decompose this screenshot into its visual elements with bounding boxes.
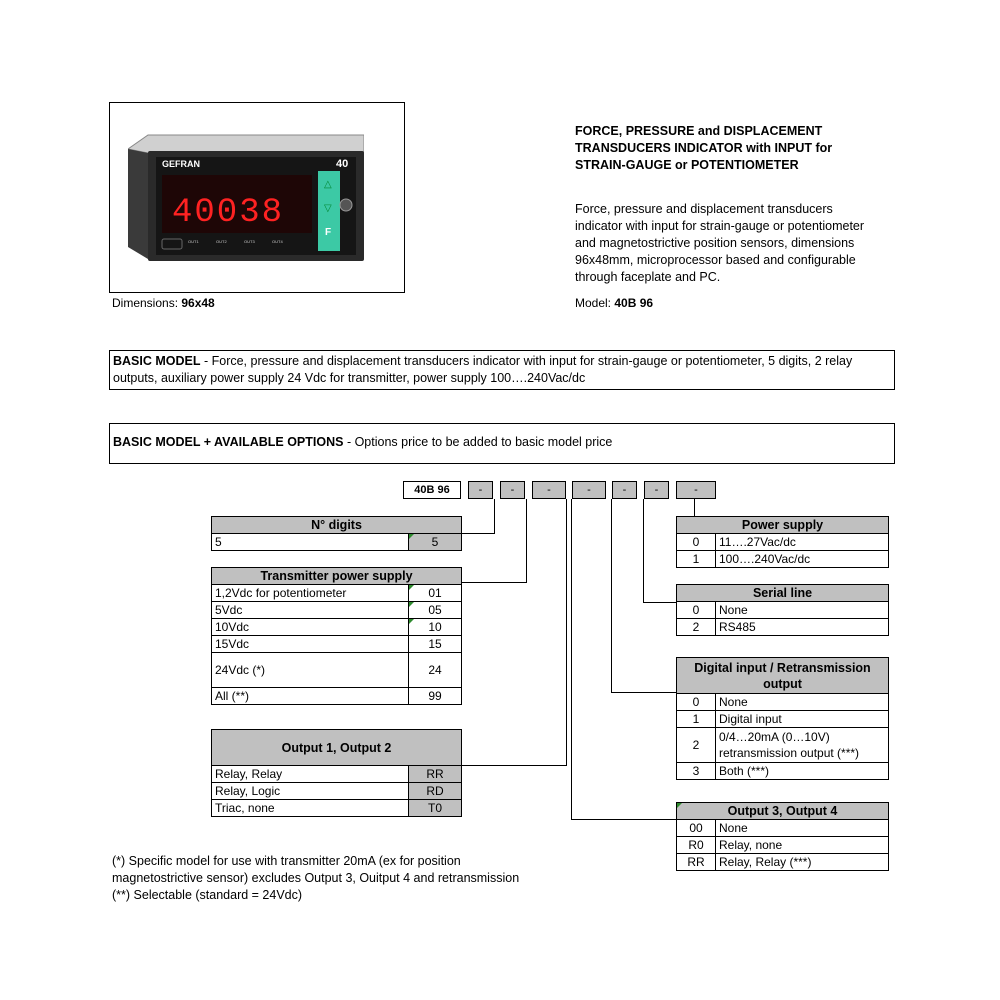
code-model-cell: 40B 96	[403, 481, 461, 499]
out2-label: OUT2	[216, 239, 227, 244]
transmitter-header: Transmitter power supply	[212, 568, 462, 585]
product-description: Force, pressure and displacement transducers indicator with input for strain-gauge or potentiometer and magnetostrictive position sensors, dimensions 96x48mm, microprocessor based and configurable through faceplate and PC.	[575, 202, 865, 284]
power-supply-table	[676, 516, 889, 568]
code-digits-slot: -	[468, 481, 493, 499]
output12-table	[211, 729, 462, 817]
code-output12-slot: -	[532, 481, 566, 499]
f-key[interactable]: F	[325, 227, 332, 238]
options-header-box: BASIC MODEL + AVAILABLE OPTIONS - Options price to be added to basic model price	[109, 423, 895, 464]
digital-input-header: Digital input / Retransmission output	[677, 658, 889, 694]
table-row: Relay, Logic RD	[212, 783, 462, 800]
table-row: 1,2Vdc for potentiometer 01	[212, 585, 462, 602]
serial-line-table	[676, 584, 889, 636]
table-row: 24Vdc (*) 24	[212, 653, 462, 688]
table-row: 2 0/4…20mA (0…10V) retransmission output (***)	[677, 728, 889, 763]
out1-label: OUT1	[188, 239, 199, 244]
out3-label: OUT3	[244, 239, 255, 244]
table-row: 1 100….240Vac/dc	[677, 551, 889, 568]
output34-header: Output 3, Output 4	[677, 803, 889, 820]
power-supply-header: Power supply	[677, 517, 889, 534]
product-title: FORCE, PRESSURE and DISPLACEMENT TRANSDUCERS INDICATOR with INPUT for STRAIN-GAUGE or POTENTIOMETER	[575, 124, 833, 172]
table-row: 0 None	[677, 694, 889, 711]
table-row: Triac, none T0	[212, 800, 462, 817]
table-row: 2 RS485	[677, 619, 889, 636]
up-arrow-icon[interactable]: △	[324, 179, 332, 190]
digits-header: N° digits	[212, 517, 462, 534]
basic-model-box: BASIC MODEL - Force, pressure and displacement transducers indicator with input for strain-gauge or potentiometer, 5 digits, 2 relay outputs, auxiliary power supply 24 Vdc for transmitter, power supply 100….240Vac/dc	[109, 350, 895, 390]
table-row: 5Vdc 05	[212, 602, 462, 619]
code-power-slot: -	[676, 481, 716, 499]
model-caption: Model: 40B 96	[575, 296, 654, 310]
transmitter-table	[211, 567, 462, 705]
digital-input-table	[676, 657, 889, 780]
led-display: 40038	[172, 194, 285, 232]
table-row: RR Relay, Relay (***)	[677, 854, 889, 871]
table-row: 00 None	[677, 820, 889, 837]
table-row: 5 5	[212, 534, 462, 551]
table-row: 3 Both (***)	[677, 763, 889, 780]
footnotes: (*) Specific model for use with transmitter 20mA (ex for position magnetostrictive sensor) excludes Output 3, Ouitput 4 and retransmission (**) Selectable (standard = 24Vdc)	[112, 854, 520, 902]
down-arrow-icon[interactable]: ▽	[324, 203, 332, 214]
table-row: 15Vdc 15	[212, 636, 462, 653]
table-row: 1 Digital input	[677, 711, 889, 728]
output34-table	[676, 802, 889, 871]
table-row: 10Vdc 10	[212, 619, 462, 636]
table-row: R0 Relay, none	[677, 837, 889, 854]
brand-logo: GEFRAN	[162, 159, 200, 169]
device-model-label: 40	[336, 158, 349, 170]
table-row: Relay, Relay RR	[212, 766, 462, 783]
code-output34-slot: -	[572, 481, 606, 499]
code-digital-input-slot: -	[612, 481, 637, 499]
digits-table	[211, 516, 462, 551]
table-row: 0 None	[677, 602, 889, 619]
code-serial-slot: -	[644, 481, 669, 499]
serial-line-header: Serial line	[677, 585, 889, 602]
table-row: All (**) 99	[212, 688, 462, 705]
table-row: 0 11….27Vac/dc	[677, 534, 889, 551]
output12-header: Output 1, Output 2	[212, 730, 462, 766]
out4-label: OUT4	[272, 239, 283, 244]
dimensions-caption: Dimensions: 96x48	[112, 296, 215, 310]
code-transmitter-slot: -	[500, 481, 525, 499]
